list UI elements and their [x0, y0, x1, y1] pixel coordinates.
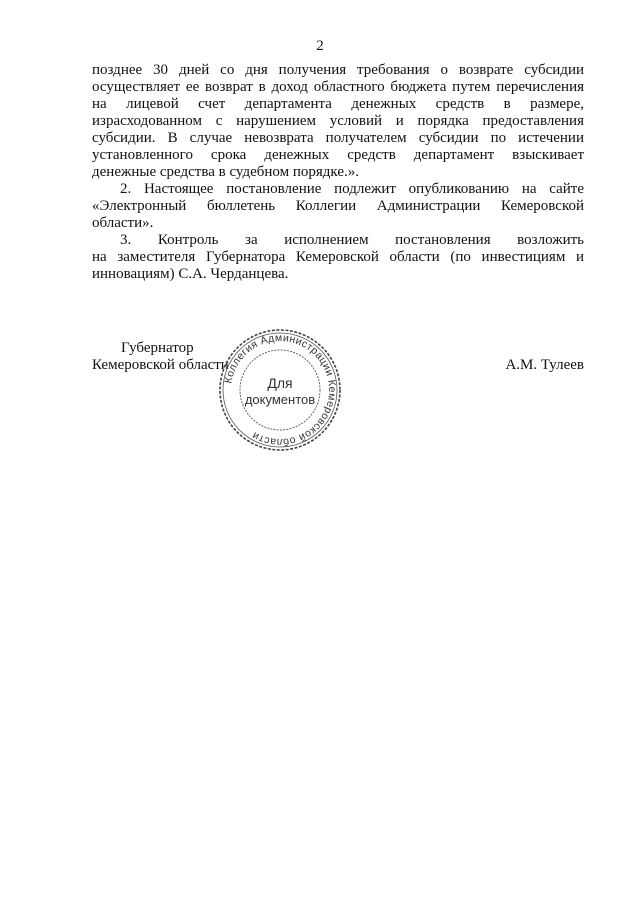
- paragraph-line: области».: [92, 215, 154, 231]
- paragraph-line: 3. Контроль за исполнением постановления возложить: [120, 232, 584, 248]
- paragraph-line: осуществляет ее возврат в доход областного бюджета путем перечисления: [92, 79, 584, 95]
- paragraph-line: установленного срока денежных средств департамент взыскивает: [92, 147, 584, 163]
- paragraph-line: 2. Настоящее постановление подлежит опубликованию на сайте: [120, 181, 584, 197]
- paragraph-line: на лицевой счет департамента денежных средств в размере,: [92, 96, 584, 112]
- paragraph-line: субсидии. В случае невозврата получателем субсидии по истечении: [92, 130, 584, 146]
- official-stamp: [218, 328, 342, 452]
- stamp-seal-icon: [218, 328, 342, 452]
- paragraph-line: «Электронный бюллетень Коллегии Администрации Кемеровской: [92, 198, 584, 214]
- document-body: [92, 62, 584, 283]
- stamp-ring-text: Коллегия Администрации Кемеровской области: [222, 331, 339, 449]
- signature-organization: Кемеровской области: [92, 357, 229, 373]
- stamp-center-line1: Для: [267, 375, 293, 391]
- signature-name: А.М. Тулеев: [505, 357, 584, 373]
- stamp-center-line2: документов: [244, 392, 316, 407]
- paragraph-line: на заместителя Губернатора Кемеровской области (по инвестициям и: [92, 249, 584, 265]
- signature-title: Губернатор: [121, 340, 194, 356]
- paragraph-line: денежные средства в судебном порядке.».: [92, 164, 359, 180]
- paragraph-line: инновациям) С.А. Черданцева.: [92, 266, 289, 282]
- paragraph-line: израсходованном с нарушением условий и порядка предоставления: [92, 113, 584, 129]
- paragraph-line: позднее 30 дней со дня получения требования о возврате субсидии: [92, 62, 584, 78]
- page-number: 2: [316, 38, 324, 54]
